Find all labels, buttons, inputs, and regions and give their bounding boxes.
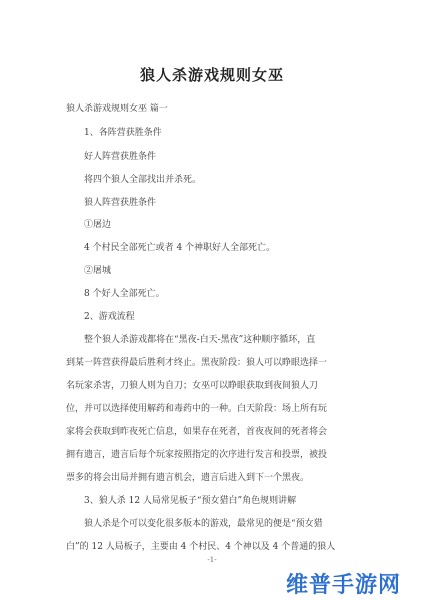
paragraph-line: 名玩家杀害，刀狼人则为自刀；女巫可以睁眼获取到夜间狼人刀 bbox=[66, 381, 319, 391]
paragraph-line: 4 个村民全部死亡或者 4 个神职好人全部死亡。 bbox=[84, 243, 276, 253]
paragraph-line: 狼人阵营获胜条件 bbox=[84, 198, 157, 208]
list-marker: ①屠边 bbox=[84, 220, 112, 230]
document-title: 狼人杀游戏规则女巫 bbox=[139, 66, 284, 84]
paragraph-line: 将四个狼人全部找出并杀死。 bbox=[84, 175, 202, 185]
paragraph-line: 到某一阵营获得最后胜利才终止。黑夜阶段：狼人可以睁眼选择一 bbox=[66, 358, 328, 368]
subheading: 3、狼人杀 12 人局常见板子“预女猎白”角色规则讲解 bbox=[84, 496, 297, 506]
subheading: 1、各阵营获胜条件 bbox=[84, 128, 162, 138]
paragraph-line: 位，并可以选择使用解药和毒药中的一种。白天阶段：场上所有玩 bbox=[66, 404, 328, 414]
paragraph-line: 票多的将会出局并拥有遗言机会，遗言后进入到下一个黑夜。 bbox=[66, 473, 310, 483]
section-heading: 狼人杀游戏规则女巫 篇一 bbox=[66, 104, 168, 114]
paragraph-line: 整个狼人杀游戏都将在“黑夜-白天-黑夜”这种顺序循环，直 bbox=[84, 335, 316, 345]
subheading: 2、游戏流程 bbox=[84, 312, 135, 322]
paragraph-line: 好人阵营获胜条件 bbox=[84, 152, 157, 162]
site-watermark-logo: 维普手游网 bbox=[286, 572, 402, 598]
paragraph-line: 狼人杀是个可以变化很多版本的游戏，最常见的便是“预女猎 bbox=[84, 519, 323, 529]
paragraph-line: 家将会获取到昨夜死亡信息，如果存在死者，首夜夜间的死者将会 bbox=[66, 427, 328, 437]
page-number: -1- bbox=[207, 556, 217, 564]
list-marker: ②屠城 bbox=[84, 266, 112, 276]
paragraph-line: 8 个好人全部死亡。 bbox=[84, 289, 165, 299]
paragraph-line: 拥有遗言，遗言后每个玩家按照指定的次序进行发言和投票，被投 bbox=[66, 450, 328, 460]
paragraph-line: 白”的 12 人局板子，主要由 4 个村民、4 个神以及 4 个普通的狼人 bbox=[66, 542, 336, 552]
